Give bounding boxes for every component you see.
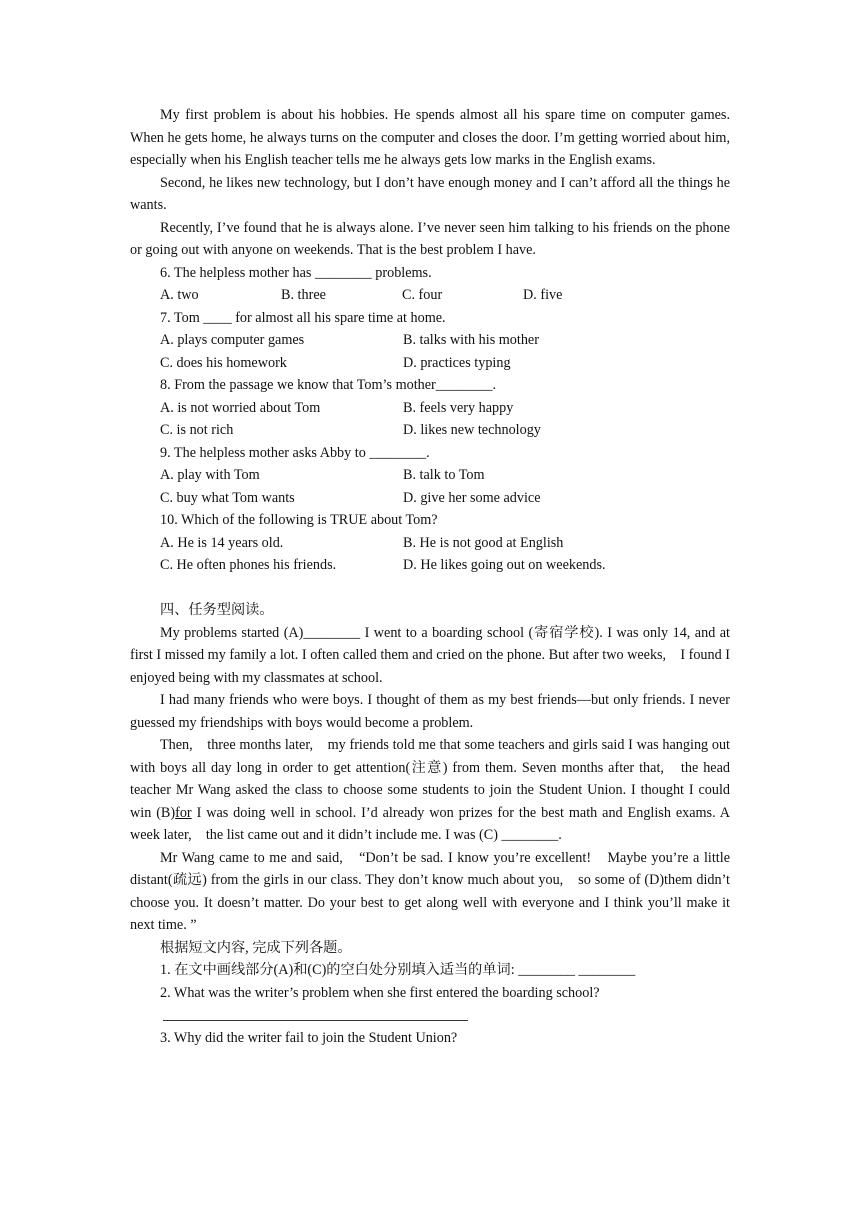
question-7	[130, 307, 730, 375]
passage2-paragraph-3	[130, 734, 730, 847]
question-stem: 6. The helpless mother has ________ problems.	[160, 264, 432, 281]
option-b: B. feels very happy	[403, 399, 514, 416]
option-b: B. talk to Tom	[403, 467, 485, 483]
option-c: C. does his homework	[160, 354, 287, 371]
paragraph-text: I was doing well in school. I’d already won prizes for the best math and English exams. A week later, the list came out and it didn’t include me. I was (C) ________.	[130, 804, 730, 843]
option-d: D. likes new technology	[403, 422, 541, 438]
underlined-word: for	[175, 804, 192, 821]
option-a: A. plays computer games	[160, 332, 305, 348]
question-stem: 10. Which of the following is TRUE about Tom?	[160, 512, 438, 528]
question-stem: 7. Tom ____ for almost all his spare time at home.	[160, 309, 446, 326]
task-question-3: 3. Why did the writer fail to join the Student Union?	[160, 1030, 458, 1046]
option-c: C. is not rich	[160, 422, 234, 438]
task-question-2: 2. What was the writer’s problem when she first entered the boarding school?	[160, 984, 600, 1001]
section-heading: 四、任务型阅读。	[160, 602, 274, 618]
task-question-1: 1. 在文中画线部分(A)和(C)的空白处分别填入适当的单词: ________ ________	[160, 962, 636, 978]
option-a: A. He is 14 years old.	[160, 534, 284, 551]
question-stem: 8. From the passage we know that Tom’s mother________.	[160, 377, 497, 393]
option-d: D. five	[523, 287, 563, 303]
question-9	[130, 442, 730, 510]
passage2-paragraph-2: I had many friends who were boys. I thought of them as my best friends—but only friends. I never guessed my friendships with boys would become a problem.	[130, 692, 730, 731]
question-10	[130, 509, 730, 577]
answer-line	[163, 1010, 468, 1021]
option-c: C. buy what Tom wants	[160, 489, 295, 506]
task-instruction: 根据短文内容, 完成下列各题。	[160, 939, 352, 956]
passage2-paragraph-4: Mr Wang came to me and said, “Don’t be sad. I know you’re excellent! Maybe you’re a little distant(疏远) from the girls in our class. They don’t know much about you, so some of (D)them didn’t choose you. It doesn’t matter. Do your best to get along well with everyone and I think you’ll make it next time. ”	[130, 849, 730, 933]
option-a: A. is not worried about Tom	[160, 399, 321, 416]
question-stem: 9. The helpless mother asks Abby to ________.	[160, 444, 430, 461]
option-d: D. give her some advice	[403, 489, 541, 506]
passage1-paragraph-1: My first problem is about his hobbies. He spends almost all his spare time on computer games. When he gets home, he always turns on the computer and closes the door. I’m getting worried about him, especially when his English teacher tells me he always gets low marks in the English exams.	[130, 107, 730, 168]
question-8	[130, 374, 730, 442]
option-d: D. He likes going out on weekends.	[403, 557, 606, 573]
option-a: A. two	[160, 287, 199, 303]
passage2-paragraph-1: My problems started (A)________ I went to a boarding school (寄宿学校). I was only 14, and at first I missed my family a lot. I often called them and cried on the phone. But after two weeks, I found I enjoyed being with my classmates at school.	[130, 624, 730, 686]
spacer	[130, 577, 730, 600]
question-6	[130, 262, 730, 307]
passage1-paragraph-2: Second, he likes new technology, but I don’t have enough money and I can’t afford all the things he wants.	[130, 174, 730, 213]
paragraph-text: Then, three months later, my friends told me that some teachers and girls said I was hanging out with boys all day long in order to get attention(注意) from them. Seven months after that, the head teacher Mr Wang asked the class to choose some students to join the Student Union. I thought I could win (B)	[130, 737, 730, 821]
option-b: B. He is not good at English	[403, 534, 564, 551]
passage1-paragraph-3: Recently, I’ve found that he is always alone. I’ve never seen him talking to his friends on the phone or going out with anyone on weekends. That is the best problem I have.	[130, 219, 730, 258]
option-b: B. talks with his mother	[403, 332, 539, 348]
option-b: B. three	[281, 287, 326, 303]
option-a: A. play with Tom	[160, 467, 260, 483]
option-c: C. four	[402, 287, 443, 303]
document-page	[130, 104, 730, 1050]
option-c: C. He often phones his friends.	[160, 557, 337, 573]
option-d: D. practices typing	[403, 354, 511, 371]
